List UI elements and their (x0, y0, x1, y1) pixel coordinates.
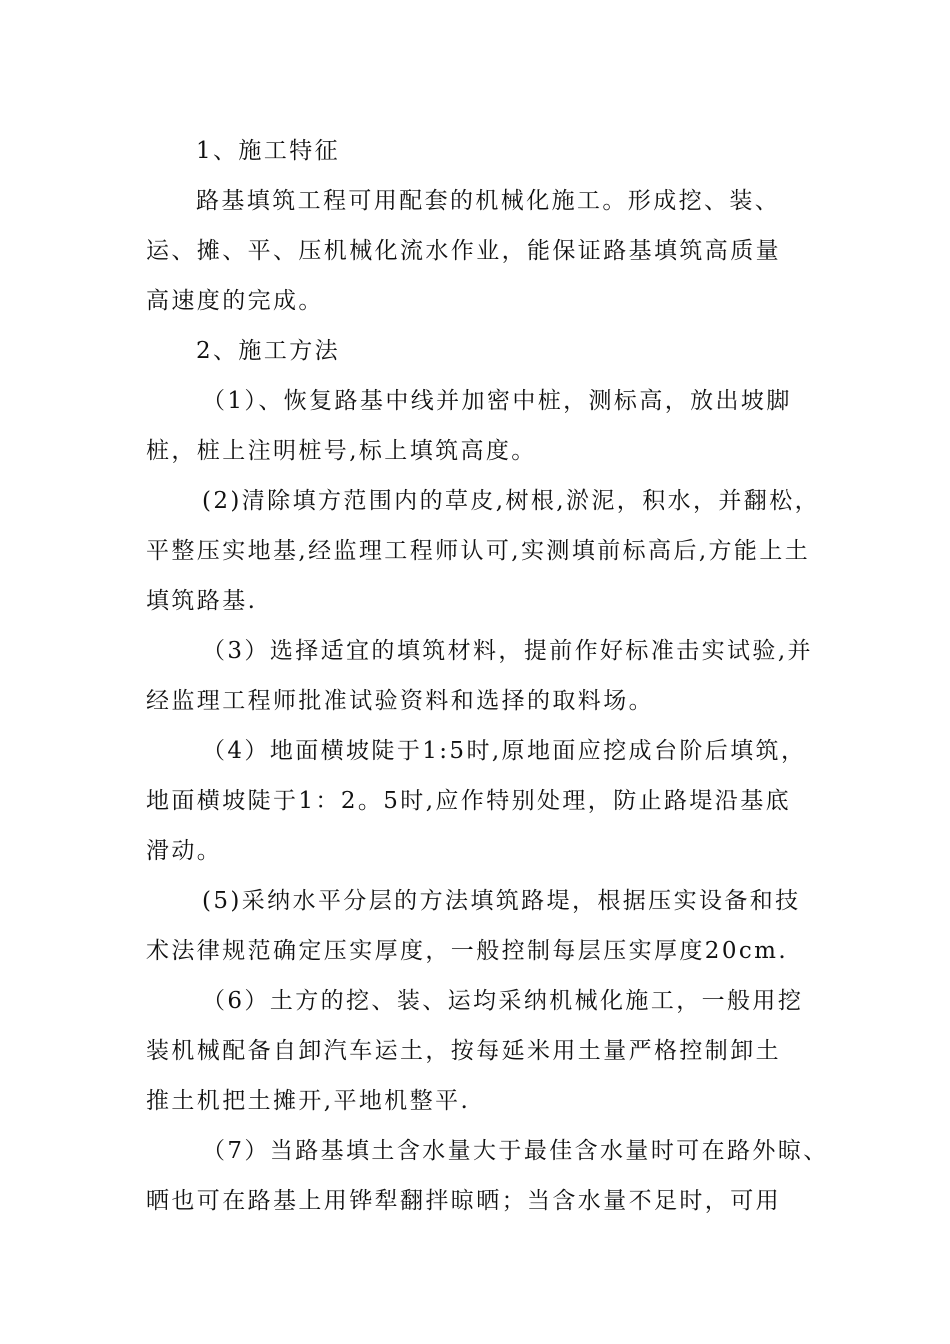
list-item-line: 装机械配备自卸汽车运土，按每延米用土量严格控制卸土 (146, 1038, 781, 1064)
list-item-line: 术法律规范确定压实厚度，一般控制每层压实厚度20cm. (146, 938, 789, 964)
list-item-line: 晒也可在路基上用铧犁翻拌晾晒；当含水量不足时，可用 (146, 1188, 781, 1214)
list-item-line: 桩，桩上注明桩号,标上填筑高度。 (146, 438, 537, 464)
list-item-line: (5)采纳水平分层的方法填筑路堤，根据压实设备和技 (202, 888, 801, 914)
list-item-line: （6）土方的挖、装、运均采纳机械化施工，一般用挖 (202, 988, 804, 1014)
list-item-line: (2)清除填方范围内的草皮,树根,淤泥，积水，并翻松， (202, 488, 821, 514)
paragraph-line: 运、摊、平、压机械化流水作业，能保证路基填筑高质量 (146, 238, 781, 264)
list-item-line: 滑动。 (146, 838, 223, 864)
list-item-line: （4）地面横坡陡于1:5时,原地面应挖成台阶后填筑， (202, 738, 807, 764)
list-item-line: 推土机把土摊开,平地机整平. (146, 1088, 471, 1114)
list-item-line: 经监理工程师批准试验资料和选择的取料场。 (146, 688, 654, 714)
list-item-line: 填筑路基. (146, 588, 258, 614)
list-item-line: （7）当路基填土含水量大于最佳含水量时可在路外晾、 (202, 1138, 829, 1164)
list-item-line: （3）选择适宜的填筑材料，提前作好标准击实试验,并 (202, 638, 813, 664)
section-heading-construction-features: 1、施工特征 (196, 138, 341, 164)
section-heading-construction-methods: 2、施工方法 (196, 338, 341, 364)
list-item-line: 平整压实地基,经监理工程师认可,实测填前标高后,方能上土 (146, 538, 811, 564)
list-item-line: 地面横坡陡于1：2。5时,应作特别处理，防止路堤沿基底 (146, 788, 792, 814)
paragraph-line: 路基填筑工程可用配套的机械化施工。形成挖、装、 (196, 188, 781, 214)
paragraph-line: 高速度的完成。 (146, 288, 324, 314)
list-item-line: （1）、恢复路基中线并加密中桩，测标高，放出坡脚 (202, 388, 792, 414)
